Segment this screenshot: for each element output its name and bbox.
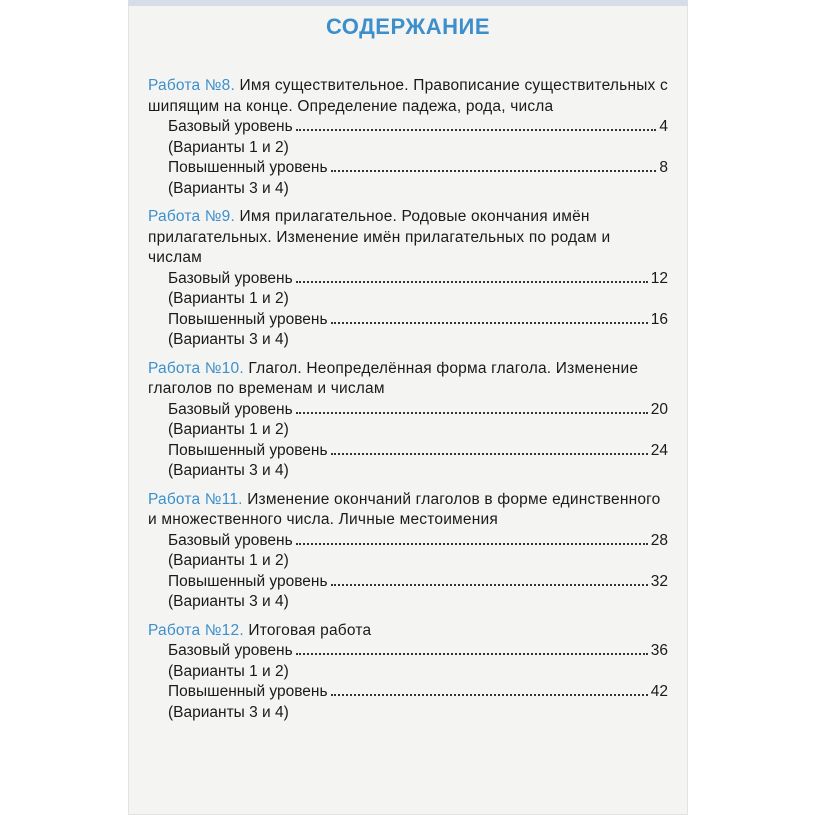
- work-topic: Имя существительное. Правописание существительных с шипящим на конце. Определение падежа, рода, числа: [148, 77, 668, 115]
- toc-level-entry: [148, 158, 668, 199]
- variants-note: (Варианты 3 и 4): [168, 593, 289, 610]
- page-number: 32: [650, 572, 668, 590]
- dot-leader: [331, 694, 648, 696]
- toc-level-entry: [148, 400, 668, 441]
- work-heading: [148, 359, 668, 400]
- work-topic: Имя прилагательное. Родовые окончания имён прилагательных. Изменение имён прилагательных по родам и числам: [148, 208, 611, 266]
- work-topic: Итоговая работа: [248, 621, 372, 639]
- page-title: СОДЕРЖАНИЕ: [325, 14, 491, 39]
- variants-note: (Варианты 3 и 4): [168, 179, 289, 197]
- variants-note: (Варианты 3 и 4): [168, 703, 289, 721]
- toc-level-entry: [148, 572, 668, 613]
- level-name: Повышенный уровень: [168, 683, 328, 700]
- toc-level-entry: [148, 441, 668, 482]
- variants-note: (Варианты 3 и 4): [168, 462, 289, 479]
- page-number: 12: [650, 269, 668, 287]
- variants-note: (Варианты 3 и 4): [168, 331, 289, 348]
- dot-leader: [296, 281, 648, 283]
- book-page: [128, 0, 688, 815]
- page-number: 24: [650, 441, 668, 459]
- level-row: [168, 117, 668, 138]
- work-heading: [148, 207, 668, 269]
- level-row: [168, 531, 668, 552]
- toc-work-entry: [148, 359, 668, 482]
- level-row: [168, 310, 668, 331]
- variants-note: (Варианты 1 и 2): [168, 662, 289, 680]
- page-number: 20: [650, 400, 668, 418]
- page-number: 36: [650, 642, 668, 659]
- work-label: Работа №11.: [148, 490, 243, 508]
- dot-leader: [296, 129, 657, 131]
- dot-leader: [296, 412, 648, 414]
- dot-leader: [331, 584, 648, 586]
- variants-note: (Варианты 1 и 2): [168, 290, 289, 307]
- level-name: Базовый уровень: [168, 400, 293, 418]
- level-name: Базовый уровень: [168, 531, 293, 549]
- level-name: Повышенный уровень: [168, 441, 328, 459]
- level-row: [168, 441, 668, 462]
- toc-level-entry: [148, 531, 668, 572]
- level-row: [168, 641, 668, 662]
- work-label: Работа №8.: [148, 77, 236, 94]
- variants-note: (Варианты 1 и 2): [168, 552, 289, 569]
- toc-level-entry: [148, 269, 668, 310]
- work-heading: [148, 621, 668, 642]
- toc-work-entry: [148, 621, 668, 724]
- level-name: Повышенный уровень: [168, 572, 328, 590]
- work-label: Работа №9.: [148, 208, 236, 225]
- page-number: 8: [659, 159, 668, 176]
- toc-level-entry: [148, 310, 668, 351]
- variants-note: (Варианты 1 и 2): [168, 421, 289, 438]
- work-topic: Изменение окончаний глаголов в форме единственного и множественного числа. Личные местоимения: [148, 490, 661, 528]
- work-label: Работа №12.: [148, 621, 244, 639]
- page-number: 16: [650, 310, 668, 328]
- level-row: [168, 400, 668, 421]
- level-name: Базовый уровень: [168, 269, 293, 287]
- dot-leader: [296, 653, 648, 655]
- page-number: 4: [659, 118, 668, 135]
- toc-level-entry: [148, 641, 668, 682]
- level-row: [168, 682, 668, 703]
- level-name: Повышенный уровень: [168, 159, 328, 176]
- level-name: Базовый уровень: [168, 642, 293, 659]
- work-heading: [148, 490, 668, 531]
- level-row: [168, 158, 668, 179]
- level-row: [168, 269, 668, 290]
- toc-level-entry: [148, 117, 668, 158]
- work-label: Работа №10.: [148, 359, 244, 377]
- level-name: Повышенный уровень: [168, 310, 328, 328]
- level-name: Базовый уровень: [168, 118, 293, 135]
- dot-leader: [331, 170, 657, 172]
- toc-work-entry: [148, 76, 668, 199]
- top-band: [128, 0, 688, 6]
- dot-leader: [331, 322, 648, 324]
- level-row: [168, 572, 668, 593]
- page-number: 28: [650, 531, 668, 549]
- dot-leader: [331, 453, 648, 455]
- work-topic: Глагол. Неопределённая форма глагола. Изменение глаголов по временам и числам: [148, 359, 639, 397]
- toc-level-entry: [148, 682, 668, 723]
- toc-work-entry: [148, 207, 668, 351]
- toc-work-entry: [148, 490, 668, 613]
- variants-note: (Варианты 1 и 2): [168, 138, 289, 156]
- work-heading: [148, 76, 668, 117]
- table-of-contents: [148, 76, 668, 731]
- page-number: 42: [650, 683, 668, 700]
- dot-leader: [296, 543, 648, 545]
